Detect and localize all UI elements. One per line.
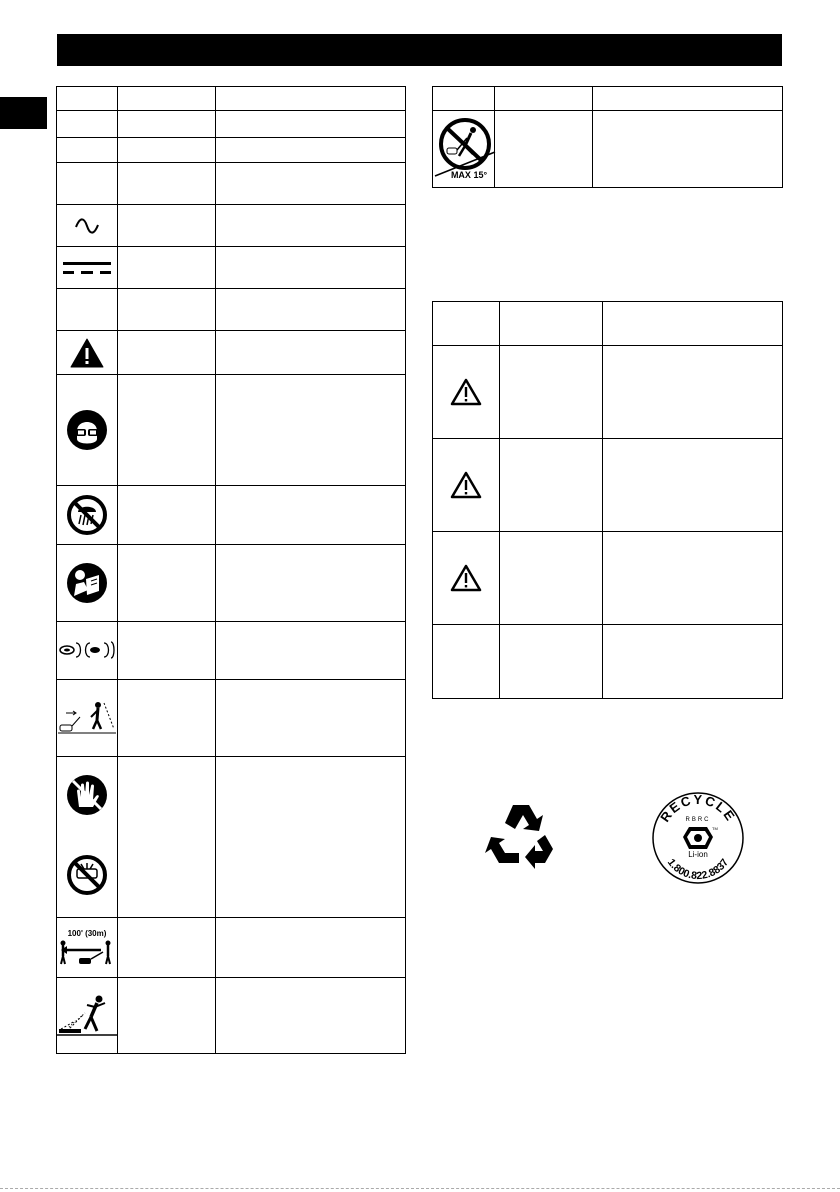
- hand-warning-icons: [57, 757, 118, 918]
- table-row: [433, 625, 783, 699]
- table-row: [57, 978, 406, 1054]
- signal-words-table: [432, 301, 783, 699]
- table-row: [57, 205, 406, 247]
- svg-text:Li-ion: Li-ion: [688, 850, 708, 859]
- read-manual-icon: [57, 545, 118, 622]
- table-row: [57, 918, 406, 978]
- table-header-row: [433, 87, 783, 111]
- svg-text:MAX 15°: MAX 15°: [450, 170, 488, 180]
- recycle-arrows-icon: [483, 799, 561, 877]
- svg-text:RBRC: RBRC: [685, 817, 711, 823]
- warning-triangle-icon: [57, 331, 118, 375]
- warning-triangle-icon: [433, 346, 500, 439]
- no-rain-icon: [57, 486, 118, 545]
- table-row: [57, 545, 406, 622]
- table-header-row: [433, 302, 783, 346]
- keep-hands-away-icon: [65, 773, 109, 901]
- table-row: [57, 375, 406, 486]
- thrown-object-icon: [57, 978, 118, 1054]
- rbrc-recycle-logo: [651, 791, 745, 885]
- svg-text:RECYCLE: RECYCLE: [657, 791, 739, 825]
- table-row: [433, 532, 783, 625]
- symbols-table-right: [432, 86, 783, 188]
- section-header-bar: [57, 34, 782, 66]
- table-row: [57, 138, 406, 163]
- svg-text:100' (30m): 100' (30m): [67, 928, 107, 938]
- table-row: [433, 346, 783, 439]
- language-tab: [0, 97, 47, 129]
- table-row: [57, 163, 406, 205]
- table-row: [57, 622, 406, 680]
- rotating-blade-icon: [57, 622, 118, 680]
- table-row: [433, 439, 783, 532]
- table-row: [57, 111, 406, 138]
- page-bottom-rule: [0, 1188, 840, 1189]
- alternating-current-icon: [57, 205, 118, 247]
- svg-text:1.800.822.8837: 1.800.822.8837: [664, 856, 732, 883]
- table-row: [57, 289, 406, 331]
- direct-current-icon: [57, 247, 118, 289]
- warning-triangle-icon: [433, 532, 500, 625]
- table-row: [57, 486, 406, 545]
- table-row: [57, 757, 406, 918]
- thrown-object-bystander-icon: [57, 680, 118, 757]
- eye-protection-icon: [57, 375, 118, 486]
- table-row: [57, 247, 406, 289]
- warning-triangle-icon: [433, 439, 500, 532]
- table-header-row: [57, 87, 406, 111]
- keep-distance-icon: [57, 918, 118, 978]
- table-row: [57, 331, 406, 375]
- max-slope-icon: [433, 111, 495, 188]
- svg-text:TM: TM: [712, 826, 718, 831]
- table-row: [433, 111, 783, 188]
- table-row: [57, 680, 406, 757]
- symbols-table-left: [56, 86, 406, 1054]
